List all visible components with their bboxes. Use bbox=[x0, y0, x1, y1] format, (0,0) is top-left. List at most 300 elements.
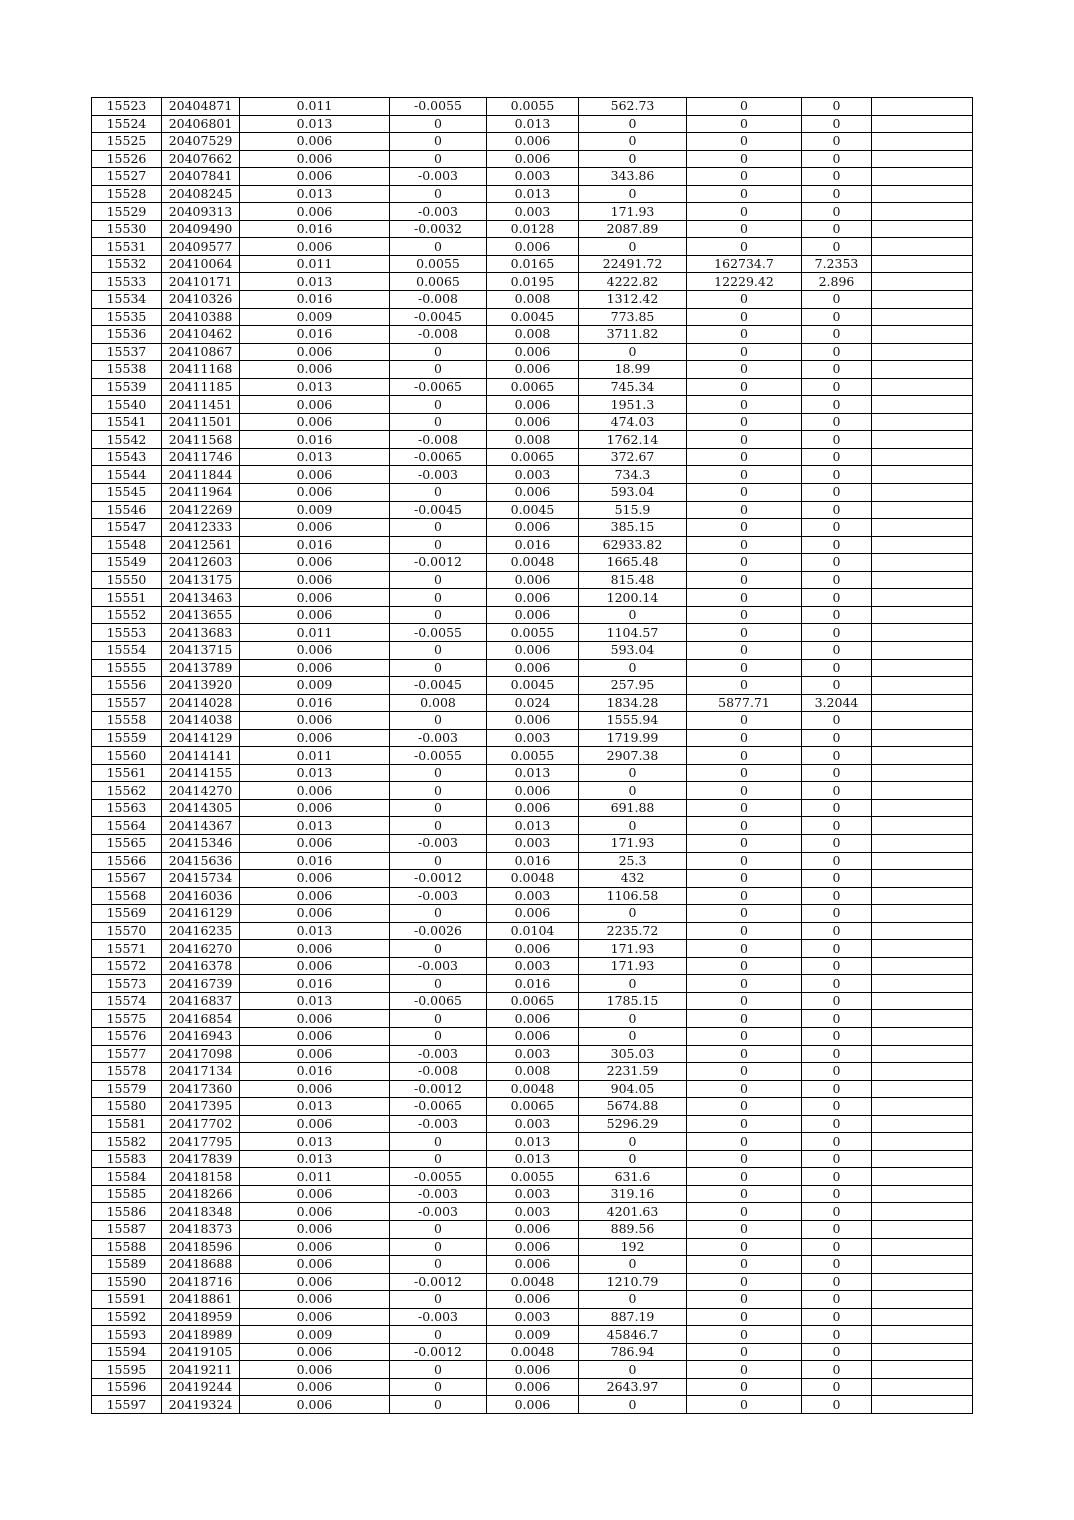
value-a-cell: 0.016 bbox=[240, 694, 390, 712]
empty-cell bbox=[872, 1150, 973, 1168]
table-row bbox=[92, 98, 973, 116]
value-e-cell: 0 bbox=[687, 1168, 802, 1186]
value-c-cell: 0.006 bbox=[487, 905, 579, 923]
row-number-cell: 15537 bbox=[92, 343, 162, 361]
empty-cell bbox=[872, 571, 973, 589]
value-d-cell: 0 bbox=[579, 1256, 687, 1274]
empty-cell bbox=[872, 1185, 973, 1203]
row-number-cell: 15596 bbox=[92, 1378, 162, 1396]
value-b-cell: 0.0065 bbox=[390, 273, 487, 291]
empty-cell bbox=[872, 413, 973, 431]
empty-cell bbox=[872, 940, 973, 958]
row-number-cell: 15566 bbox=[92, 852, 162, 870]
value-a-cell: 0.006 bbox=[240, 1080, 390, 1098]
empty-cell bbox=[872, 1115, 973, 1133]
row-number-cell: 15567 bbox=[92, 870, 162, 888]
value-d-cell: 0 bbox=[579, 975, 687, 993]
id-cell: 20407662 bbox=[162, 150, 240, 168]
value-d-cell: 2235.72 bbox=[579, 922, 687, 940]
id-cell: 20417134 bbox=[162, 1063, 240, 1081]
value-f-cell: 0 bbox=[802, 361, 872, 379]
id-cell: 20411568 bbox=[162, 431, 240, 449]
value-b-cell: -0.008 bbox=[390, 1063, 487, 1081]
value-c-cell: 0.009 bbox=[487, 1326, 579, 1344]
table-row bbox=[92, 589, 973, 607]
value-f-cell: 0 bbox=[802, 413, 872, 431]
value-d-cell: 171.93 bbox=[579, 940, 687, 958]
value-a-cell: 0.011 bbox=[240, 624, 390, 642]
id-cell: 20417395 bbox=[162, 1098, 240, 1116]
empty-cell bbox=[872, 168, 973, 186]
value-c-cell: 0.0045 bbox=[487, 677, 579, 695]
value-d-cell: 2907.38 bbox=[579, 747, 687, 765]
value-f-cell: 0 bbox=[802, 554, 872, 572]
value-f-cell: 3.2044 bbox=[802, 694, 872, 712]
id-cell: 20417098 bbox=[162, 1045, 240, 1063]
empty-cell bbox=[872, 1308, 973, 1326]
id-cell: 20411844 bbox=[162, 466, 240, 484]
value-f-cell: 0 bbox=[802, 1308, 872, 1326]
value-b-cell: -0.0012 bbox=[390, 554, 487, 572]
value-c-cell: 0.013 bbox=[487, 115, 579, 133]
value-f-cell: 0 bbox=[802, 326, 872, 344]
value-b-cell: -0.008 bbox=[390, 431, 487, 449]
empty-cell bbox=[872, 115, 973, 133]
value-d-cell: 773.85 bbox=[579, 308, 687, 326]
value-a-cell: 0.006 bbox=[240, 1185, 390, 1203]
empty-cell bbox=[872, 659, 973, 677]
value-b-cell: 0.008 bbox=[390, 694, 487, 712]
value-f-cell: 0 bbox=[802, 799, 872, 817]
value-b-cell: -0.003 bbox=[390, 1308, 487, 1326]
empty-cell bbox=[872, 1378, 973, 1396]
id-cell: 20411168 bbox=[162, 361, 240, 379]
value-e-cell: 0 bbox=[687, 1010, 802, 1028]
value-f-cell: 0 bbox=[802, 624, 872, 642]
table-row bbox=[92, 1291, 973, 1309]
value-c-cell: 0.0045 bbox=[487, 501, 579, 519]
value-b-cell: -0.003 bbox=[390, 834, 487, 852]
value-b-cell: 0 bbox=[390, 852, 487, 870]
id-cell: 20413683 bbox=[162, 624, 240, 642]
value-f-cell: 0 bbox=[802, 1045, 872, 1063]
value-e-cell: 0 bbox=[687, 1308, 802, 1326]
value-c-cell: 0.008 bbox=[487, 291, 579, 309]
value-d-cell: 593.04 bbox=[579, 484, 687, 502]
row-number-cell: 15592 bbox=[92, 1308, 162, 1326]
value-a-cell: 0.006 bbox=[240, 1027, 390, 1045]
table-row bbox=[92, 940, 973, 958]
value-c-cell: 0.003 bbox=[487, 1115, 579, 1133]
id-cell: 20414270 bbox=[162, 782, 240, 800]
value-d-cell: 2231.59 bbox=[579, 1063, 687, 1081]
value-b-cell: 0 bbox=[390, 1133, 487, 1151]
table-row bbox=[92, 834, 973, 852]
value-c-cell: 0.006 bbox=[487, 238, 579, 256]
table-row bbox=[92, 1063, 973, 1081]
table-row bbox=[92, 729, 973, 747]
id-cell: 20408245 bbox=[162, 185, 240, 203]
empty-cell bbox=[872, 203, 973, 221]
id-cell: 20407841 bbox=[162, 168, 240, 186]
id-cell: 20419324 bbox=[162, 1396, 240, 1414]
value-e-cell: 0 bbox=[687, 940, 802, 958]
value-f-cell: 0 bbox=[802, 1098, 872, 1116]
value-a-cell: 0.009 bbox=[240, 1326, 390, 1344]
value-f-cell: 0 bbox=[802, 589, 872, 607]
value-c-cell: 0.008 bbox=[487, 1063, 579, 1081]
value-d-cell: 1762.14 bbox=[579, 431, 687, 449]
value-c-cell: 0.003 bbox=[487, 957, 579, 975]
value-c-cell: 0.006 bbox=[487, 589, 579, 607]
row-number-cell: 15578 bbox=[92, 1063, 162, 1081]
id-cell: 20413175 bbox=[162, 571, 240, 589]
value-b-cell: -0.0045 bbox=[390, 501, 487, 519]
value-e-cell: 0 bbox=[687, 747, 802, 765]
row-number-cell: 15544 bbox=[92, 466, 162, 484]
value-d-cell: 0 bbox=[579, 150, 687, 168]
id-cell: 20407529 bbox=[162, 133, 240, 151]
table-row bbox=[92, 1256, 973, 1274]
id-cell: 20410388 bbox=[162, 308, 240, 326]
value-c-cell: 0.006 bbox=[487, 641, 579, 659]
id-cell: 20411746 bbox=[162, 448, 240, 466]
value-a-cell: 0.006 bbox=[240, 1010, 390, 1028]
value-e-cell: 0 bbox=[687, 1027, 802, 1045]
value-a-cell: 0.006 bbox=[240, 554, 390, 572]
value-d-cell: 0 bbox=[579, 1133, 687, 1151]
id-cell: 20418373 bbox=[162, 1221, 240, 1239]
row-number-cell: 15558 bbox=[92, 712, 162, 730]
value-b-cell: 0 bbox=[390, 185, 487, 203]
value-a-cell: 0.013 bbox=[240, 273, 390, 291]
empty-cell bbox=[872, 1063, 973, 1081]
value-a-cell: 0.006 bbox=[240, 1308, 390, 1326]
value-c-cell: 0.006 bbox=[487, 413, 579, 431]
value-e-cell: 0 bbox=[687, 659, 802, 677]
value-c-cell: 0.0065 bbox=[487, 448, 579, 466]
table-row bbox=[92, 536, 973, 554]
empty-cell bbox=[872, 501, 973, 519]
table-row bbox=[92, 1080, 973, 1098]
value-d-cell: 562.73 bbox=[579, 98, 687, 116]
value-e-cell: 0 bbox=[687, 870, 802, 888]
value-b-cell: 0 bbox=[390, 343, 487, 361]
row-number-cell: 15551 bbox=[92, 589, 162, 607]
value-a-cell: 0.011 bbox=[240, 1168, 390, 1186]
value-f-cell: 0 bbox=[802, 817, 872, 835]
value-d-cell: 1210.79 bbox=[579, 1273, 687, 1291]
value-e-cell: 0 bbox=[687, 1361, 802, 1379]
empty-cell bbox=[872, 1238, 973, 1256]
value-c-cell: 0.006 bbox=[487, 361, 579, 379]
id-cell: 20413655 bbox=[162, 606, 240, 624]
value-c-cell: 0.003 bbox=[487, 466, 579, 484]
table-row bbox=[92, 799, 973, 817]
value-e-cell: 0 bbox=[687, 396, 802, 414]
value-a-cell: 0.016 bbox=[240, 536, 390, 554]
empty-cell bbox=[872, 361, 973, 379]
empty-cell bbox=[872, 641, 973, 659]
value-b-cell: -0.0045 bbox=[390, 677, 487, 695]
table-row bbox=[92, 185, 973, 203]
value-e-cell: 0 bbox=[687, 115, 802, 133]
empty-cell bbox=[872, 589, 973, 607]
value-a-cell: 0.006 bbox=[240, 413, 390, 431]
row-number-cell: 15593 bbox=[92, 1326, 162, 1344]
value-b-cell: 0 bbox=[390, 1326, 487, 1344]
value-b-cell: -0.0012 bbox=[390, 1273, 487, 1291]
value-e-cell: 0 bbox=[687, 1291, 802, 1309]
value-e-cell: 0 bbox=[687, 413, 802, 431]
row-number-cell: 15590 bbox=[92, 1273, 162, 1291]
value-b-cell: 0 bbox=[390, 361, 487, 379]
value-c-cell: 0.006 bbox=[487, 782, 579, 800]
value-c-cell: 0.006 bbox=[487, 659, 579, 677]
value-a-cell: 0.013 bbox=[240, 922, 390, 940]
value-c-cell: 0.006 bbox=[487, 1378, 579, 1396]
value-e-cell: 0 bbox=[687, 1080, 802, 1098]
value-b-cell: 0 bbox=[390, 1378, 487, 1396]
value-c-cell: 0.0055 bbox=[487, 98, 579, 116]
value-b-cell: -0.003 bbox=[390, 729, 487, 747]
table-row bbox=[92, 378, 973, 396]
value-f-cell: 0 bbox=[802, 133, 872, 151]
row-number-cell: 15561 bbox=[92, 764, 162, 782]
value-b-cell: 0 bbox=[390, 1027, 487, 1045]
value-e-cell: 0 bbox=[687, 1343, 802, 1361]
empty-cell bbox=[872, 1133, 973, 1151]
value-f-cell: 0 bbox=[802, 852, 872, 870]
value-d-cell: 192 bbox=[579, 1238, 687, 1256]
value-a-cell: 0.011 bbox=[240, 98, 390, 116]
row-number-cell: 15554 bbox=[92, 641, 162, 659]
value-d-cell: 171.93 bbox=[579, 834, 687, 852]
value-d-cell: 62933.82 bbox=[579, 536, 687, 554]
value-e-cell: 0 bbox=[687, 1133, 802, 1151]
table-row bbox=[92, 519, 973, 537]
value-d-cell: 631.6 bbox=[579, 1168, 687, 1186]
table-row bbox=[92, 1343, 973, 1361]
value-e-cell: 0 bbox=[687, 1185, 802, 1203]
id-cell: 20418688 bbox=[162, 1256, 240, 1274]
empty-cell bbox=[872, 1343, 973, 1361]
value-e-cell: 0 bbox=[687, 308, 802, 326]
id-cell: 20416739 bbox=[162, 975, 240, 993]
value-e-cell: 0 bbox=[687, 729, 802, 747]
value-f-cell: 0 bbox=[802, 343, 872, 361]
id-cell: 20416378 bbox=[162, 957, 240, 975]
value-b-cell: 0.0055 bbox=[390, 255, 487, 273]
value-f-cell: 0 bbox=[802, 448, 872, 466]
value-f-cell: 0 bbox=[802, 501, 872, 519]
empty-cell bbox=[872, 870, 973, 888]
value-c-cell: 0.0128 bbox=[487, 220, 579, 238]
value-f-cell: 0 bbox=[802, 1010, 872, 1028]
table-row bbox=[92, 273, 973, 291]
id-cell: 20412561 bbox=[162, 536, 240, 554]
value-f-cell: 0 bbox=[802, 729, 872, 747]
table-row bbox=[92, 1361, 973, 1379]
value-c-cell: 0.006 bbox=[487, 343, 579, 361]
value-a-cell: 0.006 bbox=[240, 940, 390, 958]
table-row bbox=[92, 1273, 973, 1291]
value-b-cell: -0.003 bbox=[390, 887, 487, 905]
id-cell: 20418989 bbox=[162, 1326, 240, 1344]
value-d-cell: 0 bbox=[579, 817, 687, 835]
value-a-cell: 0.006 bbox=[240, 1273, 390, 1291]
empty-cell bbox=[872, 484, 973, 502]
value-f-cell: 0 bbox=[802, 641, 872, 659]
value-a-cell: 0.013 bbox=[240, 378, 390, 396]
value-d-cell: 887.19 bbox=[579, 1308, 687, 1326]
value-b-cell: -0.003 bbox=[390, 1045, 487, 1063]
table-row bbox=[92, 712, 973, 730]
empty-cell bbox=[872, 887, 973, 905]
value-b-cell: 0 bbox=[390, 133, 487, 151]
id-cell: 20419244 bbox=[162, 1378, 240, 1396]
empty-cell bbox=[872, 852, 973, 870]
value-c-cell: 0.006 bbox=[487, 396, 579, 414]
value-e-cell: 0 bbox=[687, 887, 802, 905]
value-b-cell: -0.0012 bbox=[390, 870, 487, 888]
empty-cell bbox=[872, 1027, 973, 1045]
table-row bbox=[92, 817, 973, 835]
value-d-cell: 343.86 bbox=[579, 168, 687, 186]
value-a-cell: 0.006 bbox=[240, 1396, 390, 1414]
id-cell: 20413789 bbox=[162, 659, 240, 677]
value-f-cell: 0 bbox=[802, 1221, 872, 1239]
id-cell: 20417839 bbox=[162, 1150, 240, 1168]
row-number-cell: 15574 bbox=[92, 992, 162, 1010]
value-f-cell: 0 bbox=[802, 431, 872, 449]
value-c-cell: 0.003 bbox=[487, 203, 579, 221]
value-c-cell: 0.003 bbox=[487, 887, 579, 905]
row-number-cell: 15579 bbox=[92, 1080, 162, 1098]
value-c-cell: 0.008 bbox=[487, 326, 579, 344]
value-b-cell: -0.003 bbox=[390, 957, 487, 975]
table-row bbox=[92, 1238, 973, 1256]
value-a-cell: 0.013 bbox=[240, 448, 390, 466]
table-row bbox=[92, 1150, 973, 1168]
row-number-cell: 15569 bbox=[92, 905, 162, 923]
value-f-cell: 0 bbox=[802, 1115, 872, 1133]
value-d-cell: 171.93 bbox=[579, 957, 687, 975]
row-number-cell: 15552 bbox=[92, 606, 162, 624]
value-b-cell: -0.0065 bbox=[390, 1098, 487, 1116]
row-number-cell: 15531 bbox=[92, 238, 162, 256]
id-cell: 20412603 bbox=[162, 554, 240, 572]
id-cell: 20409577 bbox=[162, 238, 240, 256]
value-e-cell: 0 bbox=[687, 677, 802, 695]
id-cell: 20413463 bbox=[162, 589, 240, 607]
empty-cell bbox=[872, 922, 973, 940]
value-f-cell: 0 bbox=[802, 519, 872, 537]
value-f-cell: 0 bbox=[802, 1150, 872, 1168]
value-d-cell: 1951.3 bbox=[579, 396, 687, 414]
value-c-cell: 0.006 bbox=[487, 133, 579, 151]
value-c-cell: 0.0195 bbox=[487, 273, 579, 291]
value-c-cell: 0.008 bbox=[487, 431, 579, 449]
value-b-cell: -0.003 bbox=[390, 466, 487, 484]
value-a-cell: 0.006 bbox=[240, 396, 390, 414]
value-e-cell: 0 bbox=[687, 501, 802, 519]
value-b-cell: 0 bbox=[390, 817, 487, 835]
id-cell: 20415636 bbox=[162, 852, 240, 870]
value-a-cell: 0.006 bbox=[240, 1045, 390, 1063]
value-b-cell: -0.0032 bbox=[390, 220, 487, 238]
value-e-cell: 0 bbox=[687, 975, 802, 993]
value-c-cell: 0.0048 bbox=[487, 1080, 579, 1098]
id-cell: 20413715 bbox=[162, 641, 240, 659]
value-f-cell: 0 bbox=[802, 922, 872, 940]
value-e-cell: 0 bbox=[687, 606, 802, 624]
row-number-cell: 15548 bbox=[92, 536, 162, 554]
value-d-cell: 25.3 bbox=[579, 852, 687, 870]
table-row bbox=[92, 782, 973, 800]
empty-cell bbox=[872, 992, 973, 1010]
value-e-cell: 0 bbox=[687, 992, 802, 1010]
row-number-cell: 15553 bbox=[92, 624, 162, 642]
value-c-cell: 0.006 bbox=[487, 1221, 579, 1239]
value-e-cell: 0 bbox=[687, 378, 802, 396]
value-a-cell: 0.006 bbox=[240, 887, 390, 905]
value-d-cell: 0 bbox=[579, 659, 687, 677]
row-number-cell: 15580 bbox=[92, 1098, 162, 1116]
table-row bbox=[92, 133, 973, 151]
value-b-cell: -0.003 bbox=[390, 168, 487, 186]
table-row bbox=[92, 1010, 973, 1028]
row-number-cell: 15523 bbox=[92, 98, 162, 116]
value-f-cell: 0 bbox=[802, 764, 872, 782]
value-e-cell: 0 bbox=[687, 185, 802, 203]
table-row bbox=[92, 1378, 973, 1396]
id-cell: 20415734 bbox=[162, 870, 240, 888]
value-a-cell: 0.006 bbox=[240, 729, 390, 747]
value-b-cell: 0 bbox=[390, 238, 487, 256]
value-f-cell: 0 bbox=[802, 887, 872, 905]
value-f-cell: 0 bbox=[802, 782, 872, 800]
id-cell: 20411501 bbox=[162, 413, 240, 431]
value-b-cell: 0 bbox=[390, 1291, 487, 1309]
value-c-cell: 0.0104 bbox=[487, 922, 579, 940]
value-a-cell: 0.006 bbox=[240, 1343, 390, 1361]
value-e-cell: 0 bbox=[687, 1098, 802, 1116]
value-b-cell: 0 bbox=[390, 606, 487, 624]
value-c-cell: 0.0055 bbox=[487, 747, 579, 765]
value-c-cell: 0.006 bbox=[487, 799, 579, 817]
empty-cell bbox=[872, 694, 973, 712]
empty-cell bbox=[872, 1273, 973, 1291]
table-row bbox=[92, 992, 973, 1010]
value-c-cell: 0.006 bbox=[487, 571, 579, 589]
value-a-cell: 0.006 bbox=[240, 238, 390, 256]
value-b-cell: 0 bbox=[390, 782, 487, 800]
table-row bbox=[92, 484, 973, 502]
value-a-cell: 0.006 bbox=[240, 589, 390, 607]
value-d-cell: 593.04 bbox=[579, 641, 687, 659]
value-a-cell: 0.016 bbox=[240, 291, 390, 309]
value-e-cell: 0 bbox=[687, 554, 802, 572]
value-d-cell: 1555.94 bbox=[579, 712, 687, 730]
value-c-cell: 0.003 bbox=[487, 1203, 579, 1221]
value-f-cell: 0 bbox=[802, 1273, 872, 1291]
id-cell: 20414305 bbox=[162, 799, 240, 817]
value-f-cell: 0 bbox=[802, 1343, 872, 1361]
value-d-cell: 0 bbox=[579, 1396, 687, 1414]
value-f-cell: 0 bbox=[802, 1378, 872, 1396]
value-f-cell: 2.896 bbox=[802, 273, 872, 291]
